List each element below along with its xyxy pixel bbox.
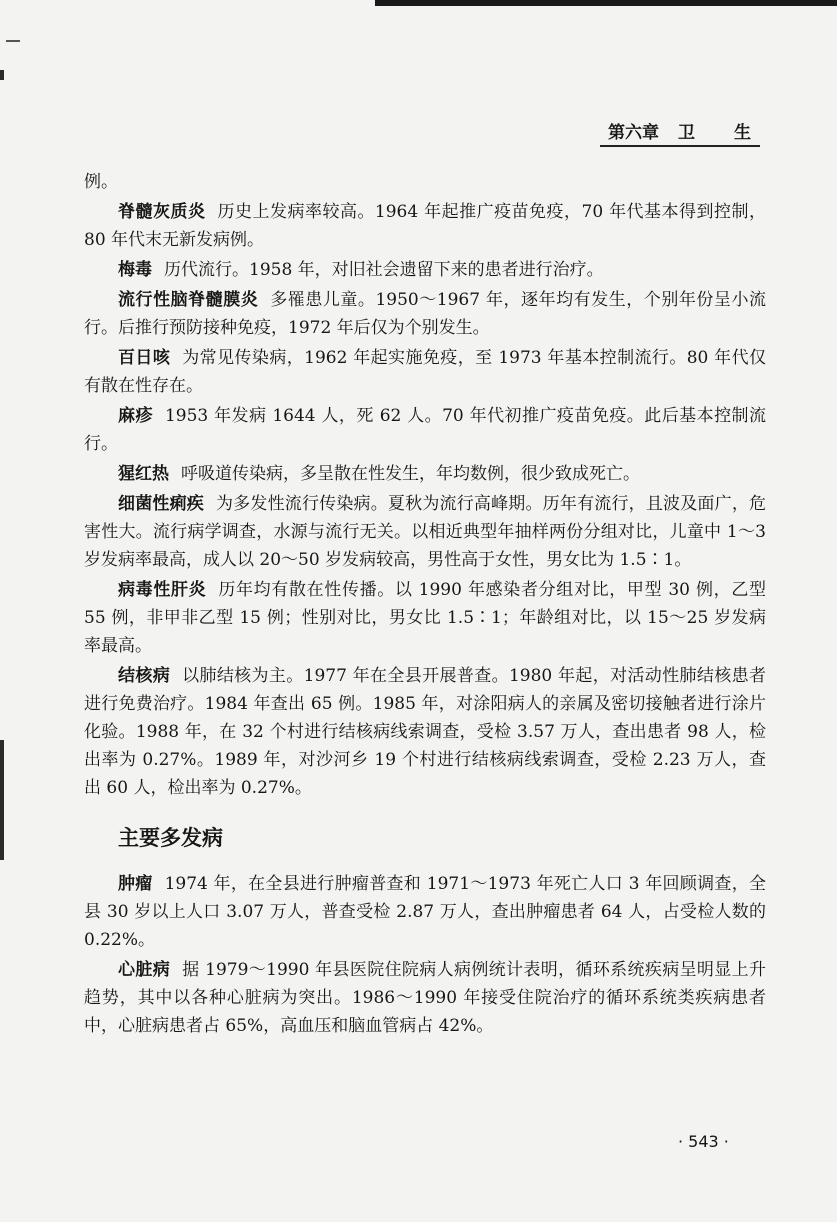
entry-scarlet-fever bbox=[84, 460, 766, 488]
scan-border-top bbox=[375, 0, 837, 6]
entry-text: 1974 年，在全县进行肿瘤普查和 1971～1973 年死亡人口 3 年回顾调查，全县 30 岁以上人口 3.07 万人，普查受检 2.87 万人，查出肿瘤患者 64 人，占受检人数的 0.22%。 bbox=[84, 874, 767, 950]
entry-term: 细菌性痢疾 bbox=[118, 494, 204, 514]
entry-text: 多罹患儿童。1950～1967 年，逐年均有发生，个别年份呈小流行。后推行预防接种免疫，1972 年后仅为个别发生。 bbox=[84, 290, 766, 338]
entry-text: 据 1979～1990 年县医院住院病人病例统计表明，循环系统疾病呈明显上升趋势，其中以各种心脏病为突出。1986～1990 年接受住院治疗的循环系统类疾病患者中，心脏病患者占 65%，高血压和脑血管病占 42%。 bbox=[84, 960, 766, 1036]
entry-term: 脊髓灰质炎 bbox=[118, 202, 206, 222]
entry-dysentery bbox=[84, 490, 766, 574]
entry-heart-disease bbox=[84, 956, 766, 1040]
page-number: · 543 · bbox=[678, 1132, 729, 1151]
entry-text: 以肺结核为主。1977 年在全县开展普查。1980 年起，对活动性肺结核患者进行免费治疗。1984 年查出 65 例。1985 年，对涂阳病人的亲属及密切接触者进行涂片化验。1988 年，在 32 个村进行结核病线索调查，受检 3.57 万人，查出患者 98 人，检出率为 0.27%。1989 年，对沙河乡 19 个村进行结核病线索调查，受检 2.23 万人，查出 60 人，检出率为 0.27%。 bbox=[84, 666, 766, 798]
chapter-label: 第六章 bbox=[608, 123, 659, 143]
running-header bbox=[608, 118, 758, 144]
entry-pertussis bbox=[84, 344, 766, 400]
entry-meningitis bbox=[84, 286, 766, 342]
entry-text: 为多发性流行传染病。夏秋为流行高峰期。历年有流行，且波及面广，危害性大。流行病学调查，水源与流行无关。以相近典型年抽样两份分组对比，儿童中 1～3 岁发病率最高，成人以 20～50 岁发病较高，男性高于女性，男女比为 1.5∶1。 bbox=[84, 494, 767, 570]
entry-term: 流行性脑脊髓膜炎 bbox=[118, 290, 259, 310]
header-rule bbox=[600, 145, 760, 147]
entry-text: 呼吸道传染病，多呈散在性发生，年均数例，很少致成死亡。 bbox=[181, 464, 640, 484]
entry-syphilis bbox=[84, 256, 766, 284]
entry-text: 为常见传染病，1962 年起实施免疫，至 1973 年基本控制流行。80 年代仅有散在性存在。 bbox=[84, 348, 767, 396]
entry-text: 1953 年发病 1644 人，死 62 人。70 年代初推广疫苗免疫。此后基本控制流行。 bbox=[84, 406, 767, 454]
entry-term: 百日咳 bbox=[118, 348, 171, 368]
entry-measles bbox=[84, 402, 766, 458]
entry-term: 心脏病 bbox=[118, 960, 171, 980]
entry-hepatitis bbox=[84, 576, 766, 660]
scan-edge-mark bbox=[0, 740, 4, 860]
entry-term: 猩红热 bbox=[118, 464, 169, 484]
entry-text: 历年均有散在性传播。以 1990 年感染者分组对比，甲型 30 例，乙型 55 例，非甲非乙型 15 例；性别对比，男女比 1.5∶1；年龄组对比，以 15～25 岁发病率最高。 bbox=[84, 580, 766, 656]
entry-term: 麻疹 bbox=[118, 406, 153, 426]
scan-edge-mark bbox=[0, 70, 4, 80]
entry-tuberculosis bbox=[84, 662, 766, 802]
entry-text: 历史上发病率较高。1964 年起推广疫苗免疫，70 年代基本得到控制，80 年代末无新发病例。 bbox=[84, 202, 767, 250]
chapter-title-char: 卫 bbox=[678, 123, 695, 143]
continuation-text: 例。 bbox=[84, 172, 118, 192]
entry-term: 梅毒 bbox=[118, 260, 152, 280]
entry-term: 病毒性肝炎 bbox=[118, 580, 207, 600]
scan-edge-dash bbox=[6, 40, 20, 42]
entry-term: 肿瘤 bbox=[118, 874, 153, 894]
entry-polio bbox=[84, 198, 766, 254]
entry-term: 结核病 bbox=[118, 666, 171, 686]
page-body bbox=[84, 168, 766, 1042]
entry-text: 历代流行。1958 年，对旧社会遗留下来的患者进行治疗。 bbox=[164, 260, 604, 280]
entry-tumor bbox=[84, 870, 766, 954]
section-heading: 主要多发病 bbox=[118, 826, 223, 850]
chapter-title-char: 生 bbox=[734, 123, 751, 143]
